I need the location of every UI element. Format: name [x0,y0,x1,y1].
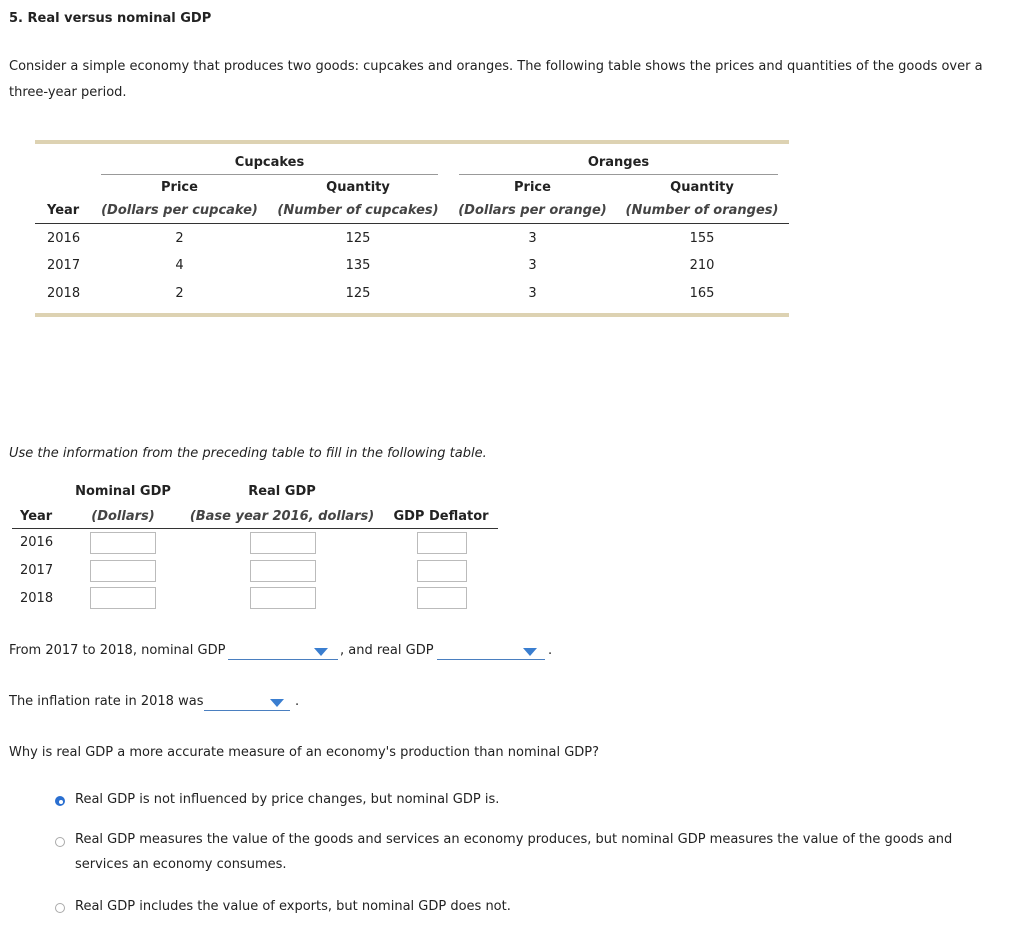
q1-suffix: . [548,643,553,658]
unit-cup-price: (Dollars per cupcake) [101,203,258,218]
col-header-or-price: Price [514,180,551,195]
intro-text: Consider a simple economy that produces two goods: cupcakes and oranges. The following table shows the prices and quantities of the goods over a three-year period. [9,59,983,100]
cell-or-price: 3 [528,231,537,246]
row-year: 2017 [47,258,81,273]
cell-or-price: 3 [528,286,537,301]
cell-cup-qty: 125 [345,231,371,246]
cell-or-qty: 210 [689,258,715,273]
cell-or-price: 3 [528,258,537,273]
table-top-rule [35,140,789,144]
q1-prefix: From 2017 to 2018, nominal GDP [9,643,226,658]
header-divider [35,223,789,224]
chevron-down-icon [523,648,537,656]
col-header-deflator: GDP Deflator [393,509,489,524]
radio-option-3[interactable] [55,903,65,913]
cell-cup-price: 2 [175,231,184,246]
col-header-or-qty: Quantity [670,180,734,195]
q1-middle: , and real GDP [340,643,434,658]
group-underline-oranges [459,174,778,175]
group-header-oranges: Oranges [587,155,650,170]
group-header-cupcakes: Cupcakes [234,155,305,170]
q3-question: Why is real GDP a more accurate measure of an economy's production than nominal GDP? [9,745,600,760]
gdp-deflator-2016-input[interactable] [417,532,467,554]
option-1-label[interactable]: Real GDP is not influenced by price changes, but nominal GDP is. [75,792,500,807]
cell-or-qty: 165 [689,286,715,301]
cell-or-qty: 155 [689,231,715,246]
real-gdp-2017-input[interactable] [250,560,316,582]
q2-prefix: The inflation rate in 2018 was [9,694,204,709]
dropdown-underline [204,710,290,711]
cell-cup-qty: 135 [345,258,371,273]
q2-suffix: . [295,694,300,709]
table-bottom-rule [35,313,789,317]
row-year: 2016 [20,535,54,550]
nominal-gdp-change-dropdown[interactable] [228,643,338,661]
question-title: 5. Real versus nominal GDP [9,11,212,26]
row-year: 2018 [20,591,54,606]
unit-or-qty: (Number of oranges) [625,203,779,218]
instruction-text: Use the information from the preceding table to fill in the following table. [9,446,487,461]
col-header-cup-qty: Quantity [326,180,390,195]
cell-cup-price: 2 [175,286,184,301]
unit-or-price: (Dollars per orange) [458,203,607,218]
option-3-label[interactable]: Real GDP includes the value of exports, but nominal GDP does not. [75,899,511,914]
chevron-down-icon [314,648,328,656]
cell-cup-price: 4 [175,258,184,273]
gdp-deflator-2017-input[interactable] [417,560,467,582]
option-2-label[interactable]: Real GDP measures the value of the goods and services an economy produces, but nominal GDP measures the value of the goods and services an economy consumes. [75,832,953,872]
col-header-cup-price: Price [161,180,198,195]
col-header-year: Year [47,203,80,218]
unit-cup-qty: (Number of cupcakes) [277,203,439,218]
dropdown-underline [228,659,338,660]
radio-option-1[interactable] [55,796,65,806]
inflation-rate-dropdown[interactable] [204,694,290,712]
row-year: 2018 [47,286,81,301]
row-year: 2016 [47,231,81,246]
col-header-nominal: Nominal GDP [75,484,171,499]
col-header-year: Year [20,509,53,524]
nominal-gdp-2016-input[interactable] [90,532,156,554]
real-gdp-2016-input[interactable] [250,532,316,554]
nominal-gdp-2018-input[interactable] [90,587,156,609]
real-gdp-change-dropdown[interactable] [437,643,545,661]
col-header-real: Real GDP [248,484,316,499]
radio-option-2[interactable] [55,837,65,847]
header-divider [12,528,498,529]
dropdown-underline [437,659,545,660]
real-gdp-2018-input[interactable] [250,587,316,609]
gdp-deflator-2018-input[interactable] [417,587,467,609]
chevron-down-icon [270,699,284,707]
row-year: 2017 [20,563,54,578]
cell-cup-qty: 125 [345,286,371,301]
group-underline-cupcakes [101,174,438,175]
unit-nominal: (Dollars) [91,509,155,524]
nominal-gdp-2017-input[interactable] [90,560,156,582]
unit-real: (Base year 2016, dollars) [189,509,375,524]
